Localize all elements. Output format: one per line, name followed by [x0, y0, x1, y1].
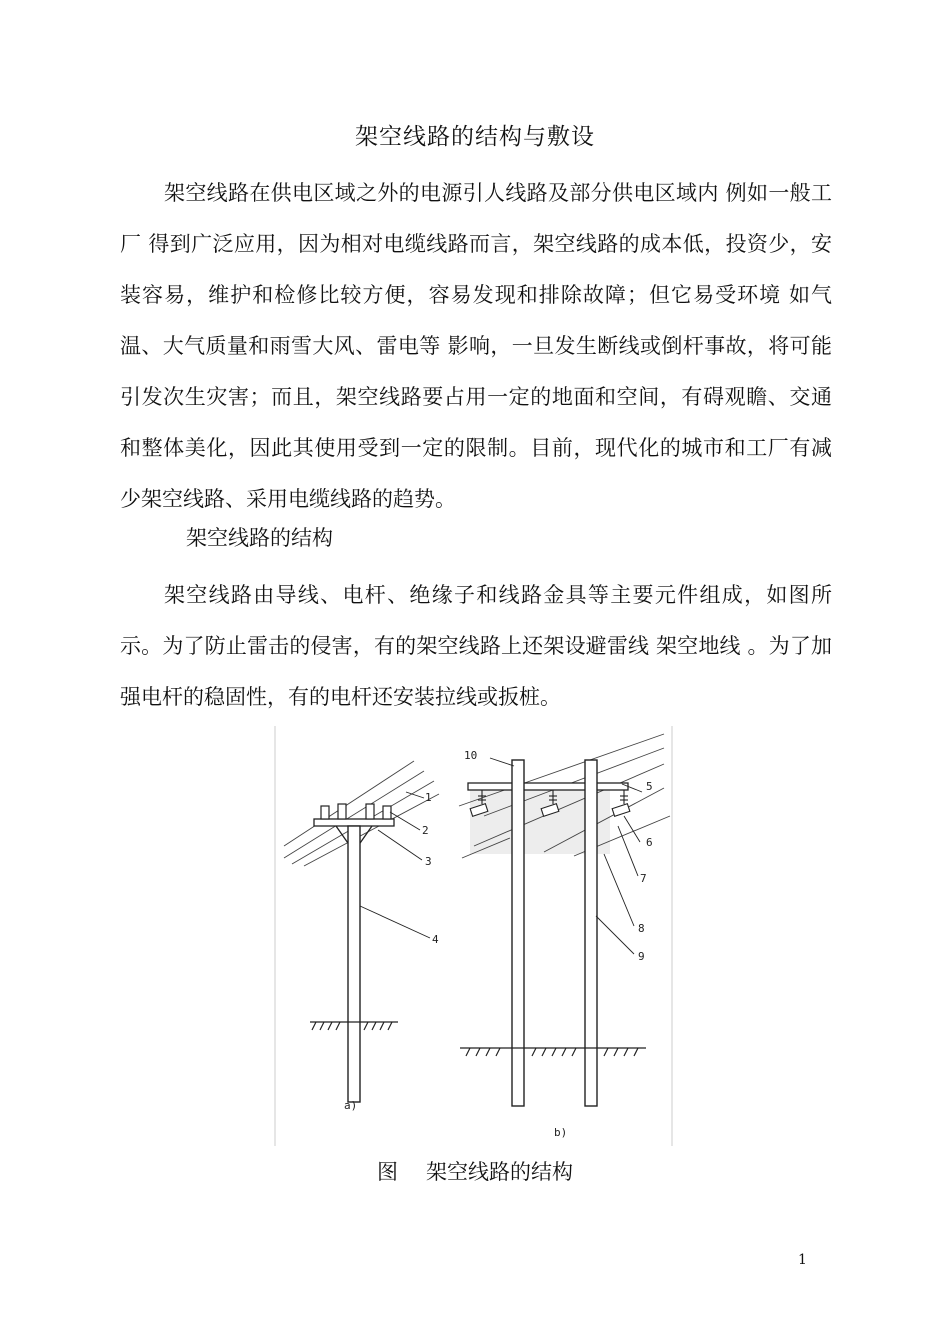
callout-8: 8: [638, 922, 645, 935]
figure-drawing: [274, 726, 674, 1146]
callout-6: 6: [646, 836, 653, 849]
callout-10: 10: [464, 749, 478, 762]
figure-label-b: b): [554, 1126, 568, 1139]
pole-shaft-a: [348, 826, 360, 1102]
figure-overhead-line-structure: [274, 726, 674, 1146]
crossarm-a: [314, 819, 394, 826]
pole-shaft-b-left: [512, 760, 524, 1106]
callout-3: 3: [425, 855, 432, 868]
pole-b: [459, 734, 670, 1139]
figure-label-a: a): [344, 1099, 358, 1112]
paragraph-components: 架空线路由导线、电杆、绝缘子和线路金具等主要元件组成，如图所示。为了防止雷击的侵害，有的架空线路上还架设避雷线 架空地线 。为了加强电杆的稳固性，有的电杆还安装拉线或扳桩。: [120, 583, 832, 709]
figure-caption-text: 架空线路的结构: [426, 1160, 573, 1184]
callout-5: 5: [646, 780, 653, 793]
ground-b: [460, 1048, 646, 1056]
callout-4: 4: [432, 933, 439, 946]
insulators-a: [321, 804, 391, 819]
figure-caption: [0, 1156, 950, 1186]
figure-caption-prefix: 图: [377, 1160, 398, 1184]
section-heading: 架空线路的结构: [186, 526, 333, 550]
callout-1: 1: [425, 791, 432, 804]
pole-shaft-b-right: [585, 760, 597, 1106]
crossarm-b: [468, 783, 628, 790]
wires-a: [284, 761, 439, 866]
page-number: 1: [798, 1252, 807, 1268]
callout-7: 7: [640, 872, 647, 885]
pole-a: [284, 761, 439, 1112]
callout-9: 9: [638, 950, 645, 963]
callout-2: 2: [422, 824, 429, 837]
paragraph-intro: 架空线路在供电区域之外的电源引人线路及部分供电区域内 例如一般工厂 得到广泛应用，因为相对电缆线路而言，架空线路的成本低，投资少，安装容易，维护和检修比较方便，容易发现和排除故障；但它易受环境 如气温、大气质量和雨雪大风、雷电等 影响，一旦发生断线或倒杆事故，将可能引发次生灾害；而且，架空线路要占用一定的地面和空间，有碍观瞻、交通和整体美化，因此其使用受到一定的限制。目前，现代化的城市和工厂有减少架空线路、采用电缆线路的趋势。: [120, 181, 832, 511]
document-title: 架空线路的结构与敷设: [355, 124, 595, 150]
